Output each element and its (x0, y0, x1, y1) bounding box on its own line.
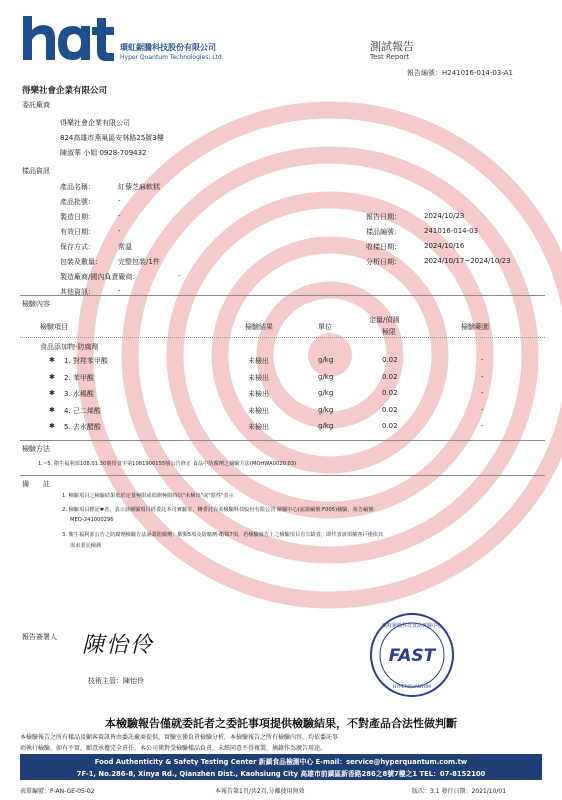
footer-small-1: 本檢驗報告之所有樣品及顧客資訊皆由委託廠商提供，實驗室僅負責檢驗分析，本檢驗報告之所有檢驗內容，均依委託事 (20, 734, 339, 741)
row-limit: 0.02 (382, 356, 398, 364)
seal-fast-text: FAST (388, 646, 436, 666)
sample-field-label: 有效日期： (60, 228, 95, 236)
col-header-item: 檢驗項目 (40, 323, 68, 331)
form-number: 表單編號：P-AN-GE-05-02 (20, 788, 95, 795)
sample-field-value: 完整包裝/1件 (118, 258, 160, 266)
note-3: 3. 衛生福利部公告之防腐劑檢驗方法涵蓋防腐劑：酸類5項及防腐劑-酯類7項，若檢驗報告上之檢驗項目有欠缺者，即代表該項檢客戶僅依其 (62, 532, 384, 538)
seal-bottom-text: HYPERQUANTUM (392, 685, 432, 690)
note-3-cont: 需求委託檢測 (70, 543, 102, 549)
row-unit: g/kg (318, 372, 334, 381)
col-header-range: 檢驗範圍 (461, 323, 489, 331)
client-address: 824高雄市燕巢區安林路25號3樓 (60, 134, 164, 142)
row-item: 5. 去水醋酸 (64, 423, 101, 431)
test-group-title: 食品添加物-防腐劑 (40, 343, 99, 351)
row-unit: g/kg (318, 405, 334, 414)
sample-right-label: 收樣日期： (366, 243, 401, 251)
row-result: 未檢出 (248, 406, 269, 415)
row-mark: ✱ (49, 389, 55, 397)
client-company: 得樂社會企業有限公司 (60, 119, 130, 127)
sample-field-value: - (118, 212, 121, 220)
row-mark: ✱ (49, 356, 55, 364)
company-name-en: Hyper Quantum Technologies, Ltd. (120, 54, 224, 61)
sample-right-label: 分析日期： (366, 258, 401, 266)
notes-label: 備 註 (22, 480, 50, 488)
sample-right-label: 報告日期： (366, 213, 401, 221)
row-range: - (481, 372, 484, 381)
handwritten-signature: 陳怡伶 (82, 633, 155, 658)
divider (20, 475, 545, 476)
row-result: 未檢出 (248, 423, 269, 431)
hqt-logo (21, 14, 117, 62)
technical-director: 技術主管：陳怡伶 (88, 677, 144, 685)
footer-contact-line-1: Food Authenticity & Safety Testing Center 新鎮食品檢測中心 E-mail：service@hyperquantum.com.tw (94, 758, 468, 766)
row-range: - (481, 405, 484, 414)
col-header-limit-2: 極限 (382, 328, 396, 336)
sample-right-value: 2024/10/17~2024/10/23 (424, 257, 511, 265)
sample-field-label: 其他資訊： (60, 288, 95, 296)
col-header-result: 檢驗結果 (245, 323, 273, 331)
col-header-unit: 單位 (318, 323, 332, 331)
row-limit: 0.02 (382, 389, 398, 397)
table-header-divider (20, 337, 545, 338)
footer-contact-line-2: 7F-1, No.286-8, Xinya Rd., Qianzhen Dist., Kaohsiung City 高雄市前鎮區新香路286之8號7樓之1 TEL：07-8152100 (76, 770, 486, 778)
row-limit: 0.02 (382, 422, 398, 430)
sample-field-label: 製造日期： (60, 213, 95, 221)
divider (20, 440, 545, 441)
sample-field-label: 產品批號： (60, 198, 95, 206)
footer-small-2: 項執行檢驗，如有不實，願意承擔完全責任，本公司僅對受檢驗樣品負責，未經同意不得複製，摘錄作為廣告用途。 (20, 745, 327, 752)
page-info: 本報告第1頁/共2頁,分離使用無效 (215, 788, 305, 795)
sample-field-value: - (178, 272, 181, 280)
fast-certification-seal (368, 611, 456, 699)
row-result: 未檢出 (248, 357, 269, 365)
row-result: 未檢出 (248, 373, 269, 382)
row-item: 2. 苯甲酸 (64, 373, 94, 382)
signatory-label: 報告簽署人 (22, 633, 57, 641)
sample-field-label: 保存方式： (60, 243, 95, 251)
col-header-limit-1: 定量/偵測 (369, 316, 400, 324)
row-limit: 0.02 (382, 405, 398, 414)
sample-field-value: - (118, 197, 121, 205)
company-name-zh: 環虹鋸騰科技股份有限公司 (120, 43, 216, 52)
row-item: 4. 己二烯酸 (64, 406, 101, 415)
seal-top-text: 環虹鋸騰科技食品實驗中心 (381, 623, 443, 629)
row-mark: ✱ (49, 422, 55, 430)
client-contact: 陳淑華 小姐 0928-709432 (60, 149, 147, 157)
row-unit: g/kg (318, 389, 334, 397)
row-item: 3. 水楊酸 (64, 390, 94, 398)
method-text: 1.~5. 衛生福利部108.01.30衛授食字第1081900155號公告修正 食品中防腐劑之檢驗方法(MOHWA0020.03) (38, 461, 297, 467)
sample-right-value: 2024/10/23 (424, 212, 465, 220)
sample-field-label: 產品名稱： (60, 183, 95, 191)
sample-field-label: 製造廠商/國內負責廠商： (60, 273, 140, 281)
row-range: - (481, 356, 484, 364)
sample-field-value: 紅藜芝麻軟糕 (118, 183, 160, 191)
client-section-label: 委託廠商 (22, 101, 50, 109)
row-mark: ✱ (49, 372, 55, 381)
row-unit: g/kg (318, 422, 334, 430)
footer-disclaimer: 本檢驗報告僅就委託者之委託事項提供檢驗結果，不對產品合法性做判斷 (105, 717, 457, 730)
row-mark: ✱ (49, 405, 55, 414)
row-item: 1. 對羥苯甲酸 (64, 357, 108, 365)
report-number: 報告編號：H241016-014-03-A1 (407, 69, 513, 77)
row-range: - (481, 422, 484, 430)
sample-field-value: - (118, 227, 121, 235)
sample-section-label: 樣品資訊 (22, 167, 50, 175)
divider (20, 295, 545, 296)
tests-section-label: 檢驗內容 (22, 300, 50, 308)
note-1: 1. 檢驗項目之檢驗結果低於定量極限或偵測極限時以"未檢出"或"陰性"表示 (62, 493, 234, 499)
sample-right-label: 樣品編號： (366, 228, 401, 236)
sample-field-value: 常溫 (118, 243, 132, 251)
sample-field-label: 包裝及數量： (60, 258, 102, 266)
sample-right-value: 2024/10/16 (424, 242, 465, 250)
report-title-zh: 測試報告 (370, 40, 414, 53)
note-2-report-no: MEQ-241000296 (70, 517, 114, 523)
sample-field-value: - (118, 287, 121, 295)
row-range: - (481, 389, 484, 397)
method-section-label: 檢驗方法 (22, 445, 50, 453)
row-unit: g/kg (318, 356, 334, 364)
row-limit: 0.02 (382, 372, 398, 381)
note-2: 2. 檢驗項目標記✱者，表示該檢驗項目經委託本司實驗室，轉委託台美檢驗科技股份有限公司 檢驗中心(認證編號:F005)檢驗，報告編號： (62, 507, 379, 513)
row-result: 未檢出 (248, 390, 269, 398)
sample-right-value: 241016-014-03 (424, 227, 479, 235)
report-title-en: Test Report (370, 53, 410, 61)
client-title: 得樂社會企業有限公司 (22, 86, 108, 96)
version-info: 版次：3.1 發行日期：2021/10/01 (412, 788, 507, 795)
